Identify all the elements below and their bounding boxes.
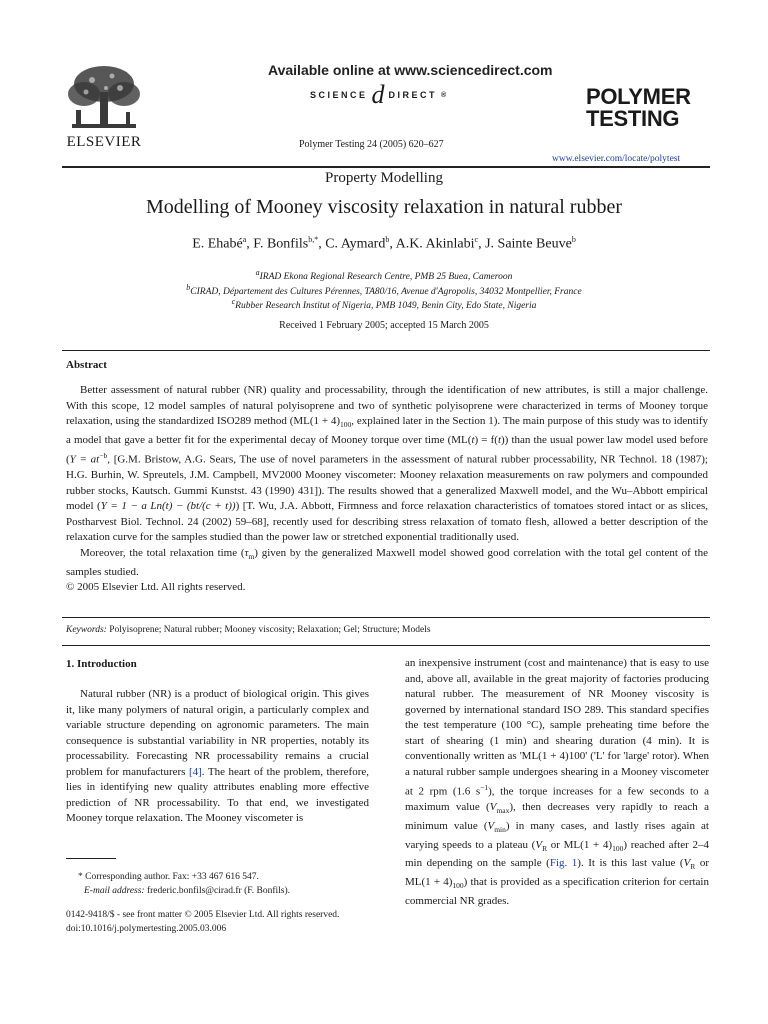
- intro-text: ), then decreases very rapidly to reach a minimum value (: [405, 801, 709, 832]
- abstract-paragraph-2: [66, 546, 708, 580]
- abstract-var: t: [471, 433, 475, 446]
- author-name: J. Sainte Beuve: [485, 236, 572, 252]
- section-heading: 1. Introduction: [66, 658, 137, 670]
- author-name: A.K. Akinlabi: [395, 236, 475, 252]
- affiliation-text: CIRAD, Département des Cultures Pérennes, TA80/16, Avenue d'Agropolis, 34032 Montpellier, France: [190, 287, 582, 298]
- intro-var: V: [683, 857, 691, 870]
- footnote-mark: *: [78, 872, 83, 882]
- intro-text: an inexpensive instrument (cost and maintenance) that is easy to use and, above all, available in the great majority of factories producing natural rubber. The measurement of NR Mooney viscosity is governed by international standard ISO 289. This standard specifies the test temperature (100 °C), sample preheating time before the start of shearing (1 min) and shearing duration (4 min). It is conventionally written as 'ML(1 + 4)100' ('L' for 'large' rotor). When a natural rubber sample undergoes shearing in a Mooney viscometer at 2 rpm (1.6 s: [405, 657, 709, 798]
- received-dates: Received 1 February 2005; accepted 15 March 2005: [279, 320, 489, 331]
- intro-sup: −1: [480, 783, 489, 792]
- intro-text: ) that is provided as a specification criterion for certain commercial NR grades.: [405, 875, 709, 907]
- abstract-text: ) given by the generalized Maxwell model showed good correlation with the total gel content of the samples studied.: [66, 546, 708, 578]
- abstract-sup: −b: [99, 451, 108, 461]
- section-type: Property Modelling: [325, 170, 443, 186]
- intro-var: V: [535, 838, 543, 851]
- abstract-text: , [G.M. Bristow, A.G. Sears, The use of novel parameters in the assessment of natural rubber processability, NR Technol. 18 (1987); H.G. Burhin, W. Spreutels, J.M. Campbell, MV2000 Mooney viscometer: Mooney relaxation measurements on raw polymers and compounded rubber stocks, Kautsch. Gummi Kunstst. 43 (1990) 431]). The results showed that a generalized Maxwell model, and the Wu–Abbott empirical model (: [66, 453, 708, 513]
- abstract-formula: Y = at: [69, 453, 100, 466]
- corresponding-author-note: [78, 872, 259, 882]
- author-sup: b,*: [308, 235, 319, 244]
- email-label: E-mail address:: [84, 886, 145, 896]
- author-name: E. Ehabé: [192, 236, 243, 252]
- intro-sub: 100: [452, 881, 464, 891]
- email-address[interactable]: frederic.bonfils@cirad.fr (F. Bonfils).: [146, 886, 291, 896]
- left-column: [66, 687, 369, 827]
- intro-paragraph-cont: [405, 656, 709, 909]
- intro-paragraph: [66, 687, 369, 827]
- author-name: C. Aymard: [325, 236, 386, 252]
- affiliation-sup: a: [255, 268, 260, 277]
- affiliation: [0, 268, 768, 282]
- right-column: [405, 656, 709, 909]
- elsevier-logo: [62, 62, 146, 152]
- sd-at-icon: d: [371, 80, 385, 109]
- abstract-sub: 100: [340, 420, 352, 430]
- affiliation-sup: c: [231, 297, 236, 306]
- affiliation-text: Rubber Research Institut of Nigeria, PMB 1049, Benin City, Edo State, Nigeria: [235, 301, 537, 312]
- sciencedirect-logo: [310, 80, 447, 109]
- journal-url-link[interactable]: www.elsevier.com/locate/polytest: [552, 154, 681, 164]
- figure-link[interactable]: Fig. 1: [549, 857, 578, 870]
- intro-text: ), the torque increases for a few seconds to a maximum value (: [405, 785, 709, 814]
- keywords-label: Keywords:: [66, 625, 107, 635]
- author-sup: a: [242, 235, 247, 244]
- intro-text: ). It is this last value (: [577, 857, 684, 870]
- abstract-text: Moreover, the total relaxation time (: [80, 546, 245, 559]
- intro-text: ) in many cases, and lastly rises again at varying speeds to a plateau (: [405, 819, 709, 851]
- footnote-divider: [66, 858, 116, 859]
- intro-text: ) reached after 2–4 min depending on the sample (: [405, 838, 709, 870]
- intro-var: V: [489, 801, 497, 814]
- elsevier-tree-icon: [62, 62, 146, 134]
- abstract-text: )) than the usual power law model used before (: [66, 433, 708, 466]
- sd-registered-mark: ®: [441, 91, 447, 99]
- abstract-var: τ: [244, 546, 249, 559]
- keywords-line: [66, 625, 431, 635]
- intro-var: V: [487, 819, 495, 832]
- intro-sub: max: [496, 806, 510, 816]
- journal-logo-line2: TESTING: [586, 106, 680, 131]
- journal-reference: Polymer Testing 24 (2005) 620–627: [299, 139, 444, 150]
- sd-right-text: DIRECT: [388, 90, 438, 100]
- affiliation: [0, 283, 768, 297]
- abstract-text: ) = f(: [474, 433, 498, 446]
- intro-sub: R: [690, 862, 696, 872]
- affiliation-text: IRAD Ekona Regional Research Centre, PMB 25 Buea, Cameroon: [259, 272, 513, 283]
- available-online-text: Available online at www.sciencedirect.com: [268, 62, 553, 78]
- intro-sub: 100: [612, 843, 624, 853]
- abstract-body: [66, 383, 708, 596]
- author-list: E. Ehabé$^a$, F. Bonfils$^{b,*}$, C. Aymard$^b$, A.K. Akinlabi$^c$, J. Sainte Beuve$^b$: [192, 235, 576, 252]
- intro-text: or ML(1 + 4): [547, 838, 613, 851]
- journal-logo-line1: POLYMER: [586, 84, 691, 109]
- reference-link[interactable]: [4]: [188, 765, 202, 778]
- abstract-text: ) [T. Wu, J.A. Abbott, Firmness and force relaxation characteristics of tomatoes stored intact or as slices, Postharvest Biol. Technol. 24 (2002) 59–68], recently used for describing stress relaxation of tomato flesh, allowed a better description of the relaxation curve for the samples studied than the power law or stretched exponential traditionally used.: [66, 500, 708, 544]
- footnote-text: Corresponding author. Fax: +33 467 616 547.: [85, 872, 259, 882]
- affiliation: [0, 297, 768, 311]
- abstract-copyright: © 2005 Elsevier Ltd. All rights reserved.: [66, 581, 246, 594]
- abstract-formula: Y = 1 − a Ln(t) − (bt/(c + t)): [100, 500, 236, 513]
- author-name: F. Bonfils: [253, 236, 309, 252]
- intro-sub: R: [542, 843, 548, 853]
- publisher-name: ELSEVIER: [66, 134, 142, 150]
- issn-line: 0142-9418/$ - see front matter © 2005 Elsevier Ltd. All rights reserved.: [66, 910, 340, 920]
- abstract-bottom-divider: [62, 617, 710, 618]
- article-title: Modelling of Mooney viscosity relaxation in natural rubber: [145, 196, 622, 218]
- intro-text: . The heart of the problem, therefore, lies in identifying new quality attributes enabling more effective prediction of NR processability. To that end, we investigated Mooney torque relaxation. The Mooney viscometer is: [66, 765, 369, 824]
- abstract-text: , explained later in the Section 1). The main purpose of this study was to identify a model that gave a better fit for the experimental decay of Mooney torque over time (ML(: [66, 415, 708, 446]
- abstract-var: t: [497, 433, 501, 446]
- abstract-text: Better assessment of natural rubber (NR) quality and processability, through the identification of new attributes, is still a major challenge. With this scope, 12 model samples of natural polyisoprene and two of synthetic polyisoprene were characterized in terms of Mooney torque relaxation, using the standardized ISO289 method (ML(1 + 4): [66, 384, 708, 427]
- doi-line[interactable]: doi:10.1016/j.polymertesting.2005.03.006: [66, 924, 227, 934]
- abstract-sub: m: [248, 552, 255, 562]
- keywords-text: Polyisoprene; Natural rubber; Mooney viscosity; Relaxation; Gel; Structure; Models: [109, 625, 431, 635]
- abstract-top-divider: [62, 350, 710, 351]
- keywords-divider: [62, 645, 710, 646]
- author-sup: c: [474, 235, 479, 244]
- intro-text: or ML(1 + 4): [405, 857, 709, 888]
- abstract-paragraph-1: [66, 383, 708, 546]
- email-note: [84, 886, 290, 896]
- intro-text: Natural rubber (NR) is a product of biological origin. This gives it, like many polymers of natural origin, a particularly complex and variable structure depending on agronomic parameters. The main consequence is substantial variability in NR properties, notably its processability. Forecasting NR processability remains a crucial problem for manufacturers: [66, 688, 369, 778]
- journal-logo: [586, 86, 691, 130]
- author-sup: b: [385, 235, 390, 244]
- affiliation-sup: b: [186, 283, 191, 292]
- sd-left-text: SCIENCE: [310, 90, 368, 100]
- author-sup: b: [571, 235, 576, 244]
- intro-sub: min: [494, 825, 506, 835]
- header-divider: [62, 166, 710, 168]
- abstract-heading: Abstract: [66, 359, 107, 371]
